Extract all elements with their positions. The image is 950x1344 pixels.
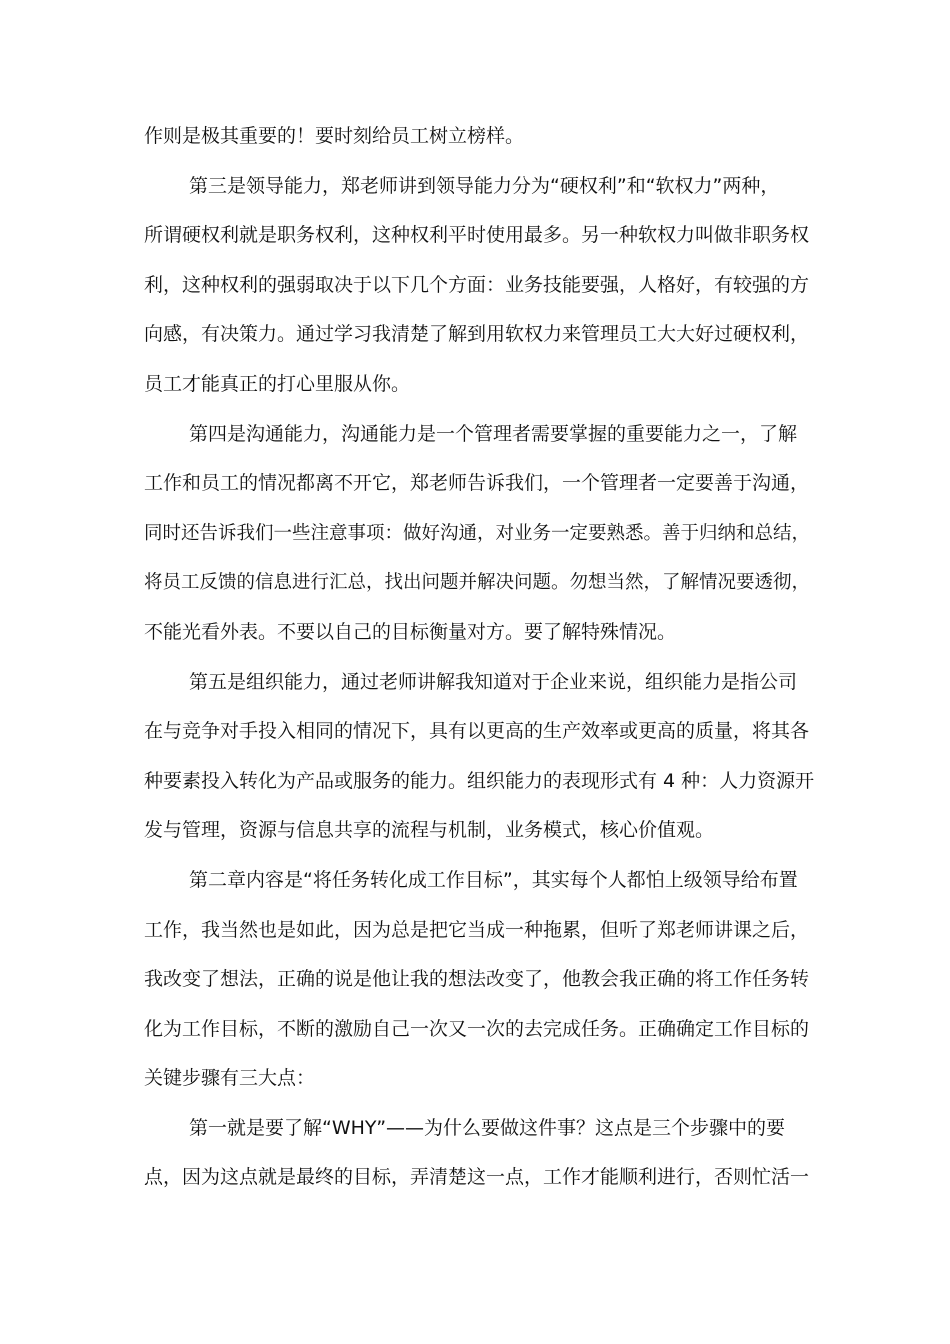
paragraph-line: 作则是极其重要的！要时刻给员工树立榜样。 xyxy=(144,125,525,147)
paragraph-line: 关键步骤有三大点： xyxy=(144,1067,316,1090)
paragraph-line: 在与竞争对手投入相同的情况下，具有以更高的生产效率或更高的质量，将其各 xyxy=(144,720,810,743)
paragraph-line: 向感，有决策力。通过学习我清楚了解到用软权力来管理员工大大好过硬权利， xyxy=(144,323,810,346)
paragraph-line: 不能光看外表。不要以自己的目标衡量对方。要了解特殊情况。 xyxy=(144,620,677,643)
paragraph-line: 我改变了想法，正确的说是他让我的想法改变了，他教会我正确的将工作任务转 xyxy=(144,968,810,991)
paragraph-first-line: 第三是领导能力，郑老师讲到领导能力分为“硬权利”和“软权力”两种， xyxy=(189,174,780,197)
paragraph-line: 化为工作目标，不断的激励自己一次又一次的去完成任务。正确确定工作目标的 xyxy=(144,1017,810,1040)
paragraph-first-line: 第一就是要了解“WHY”——为什么要做这件事？这点是三个步骤中的要 xyxy=(189,1116,786,1139)
paragraph-first-line: 第四是沟通能力，沟通能力是一个管理者需要掌握的重要能力之一，了解 xyxy=(189,422,798,445)
paragraph-line: 种要素投入转化为产品或服务的能力。组织能力的表现形式有 4 种：人力资源开 xyxy=(144,769,815,792)
paragraph-line: 员工才能真正的打心里服从你。 xyxy=(144,372,411,395)
paragraph-line: 发与管理，资源与信息共享的流程与机制，业务模式，核心价值观。 xyxy=(144,819,715,842)
paragraph-line: 工作和员工的情况都离不开它，郑老师告诉我们，一个管理者一定要善于沟通， xyxy=(144,472,810,495)
paragraph-line: 工作，我当然也是如此，因为总是把它当成一种拖累，但听了郑老师讲课之后， xyxy=(144,918,810,941)
paragraph-first-line: 第五是组织能力，通过老师讲解我知道对于企业来说，组织能力是指公司 xyxy=(189,670,798,693)
paragraph-line: 利，这种权利的强弱取决于以下几个方面：业务技能要强，人格好，有较强的方 xyxy=(144,273,810,296)
document-body xyxy=(144,112,824,1203)
paragraph-line: 所谓硬权利就是职务权利，这种权利平时使用最多。另一种软权力叫做非职务权 xyxy=(144,224,810,247)
paragraph-line: 将员工反馈的信息进行汇总，找出问题并解决问题。勿想当然，了解情况要透彻， xyxy=(144,572,811,594)
paragraph-first-line: 第二章内容是“将任务转化成工作目标”，其实每个人都怕上级领导给布置 xyxy=(189,868,798,891)
paragraph-line: 点，因为这点就是最终的目标，弄清楚这一点，工作才能顺利进行，否则忙活一 xyxy=(144,1166,810,1189)
paragraph-line: 同时还告诉我们一些注意事项：做好沟通，对业务一定要熟悉。善于归纳和总结， xyxy=(144,522,811,544)
